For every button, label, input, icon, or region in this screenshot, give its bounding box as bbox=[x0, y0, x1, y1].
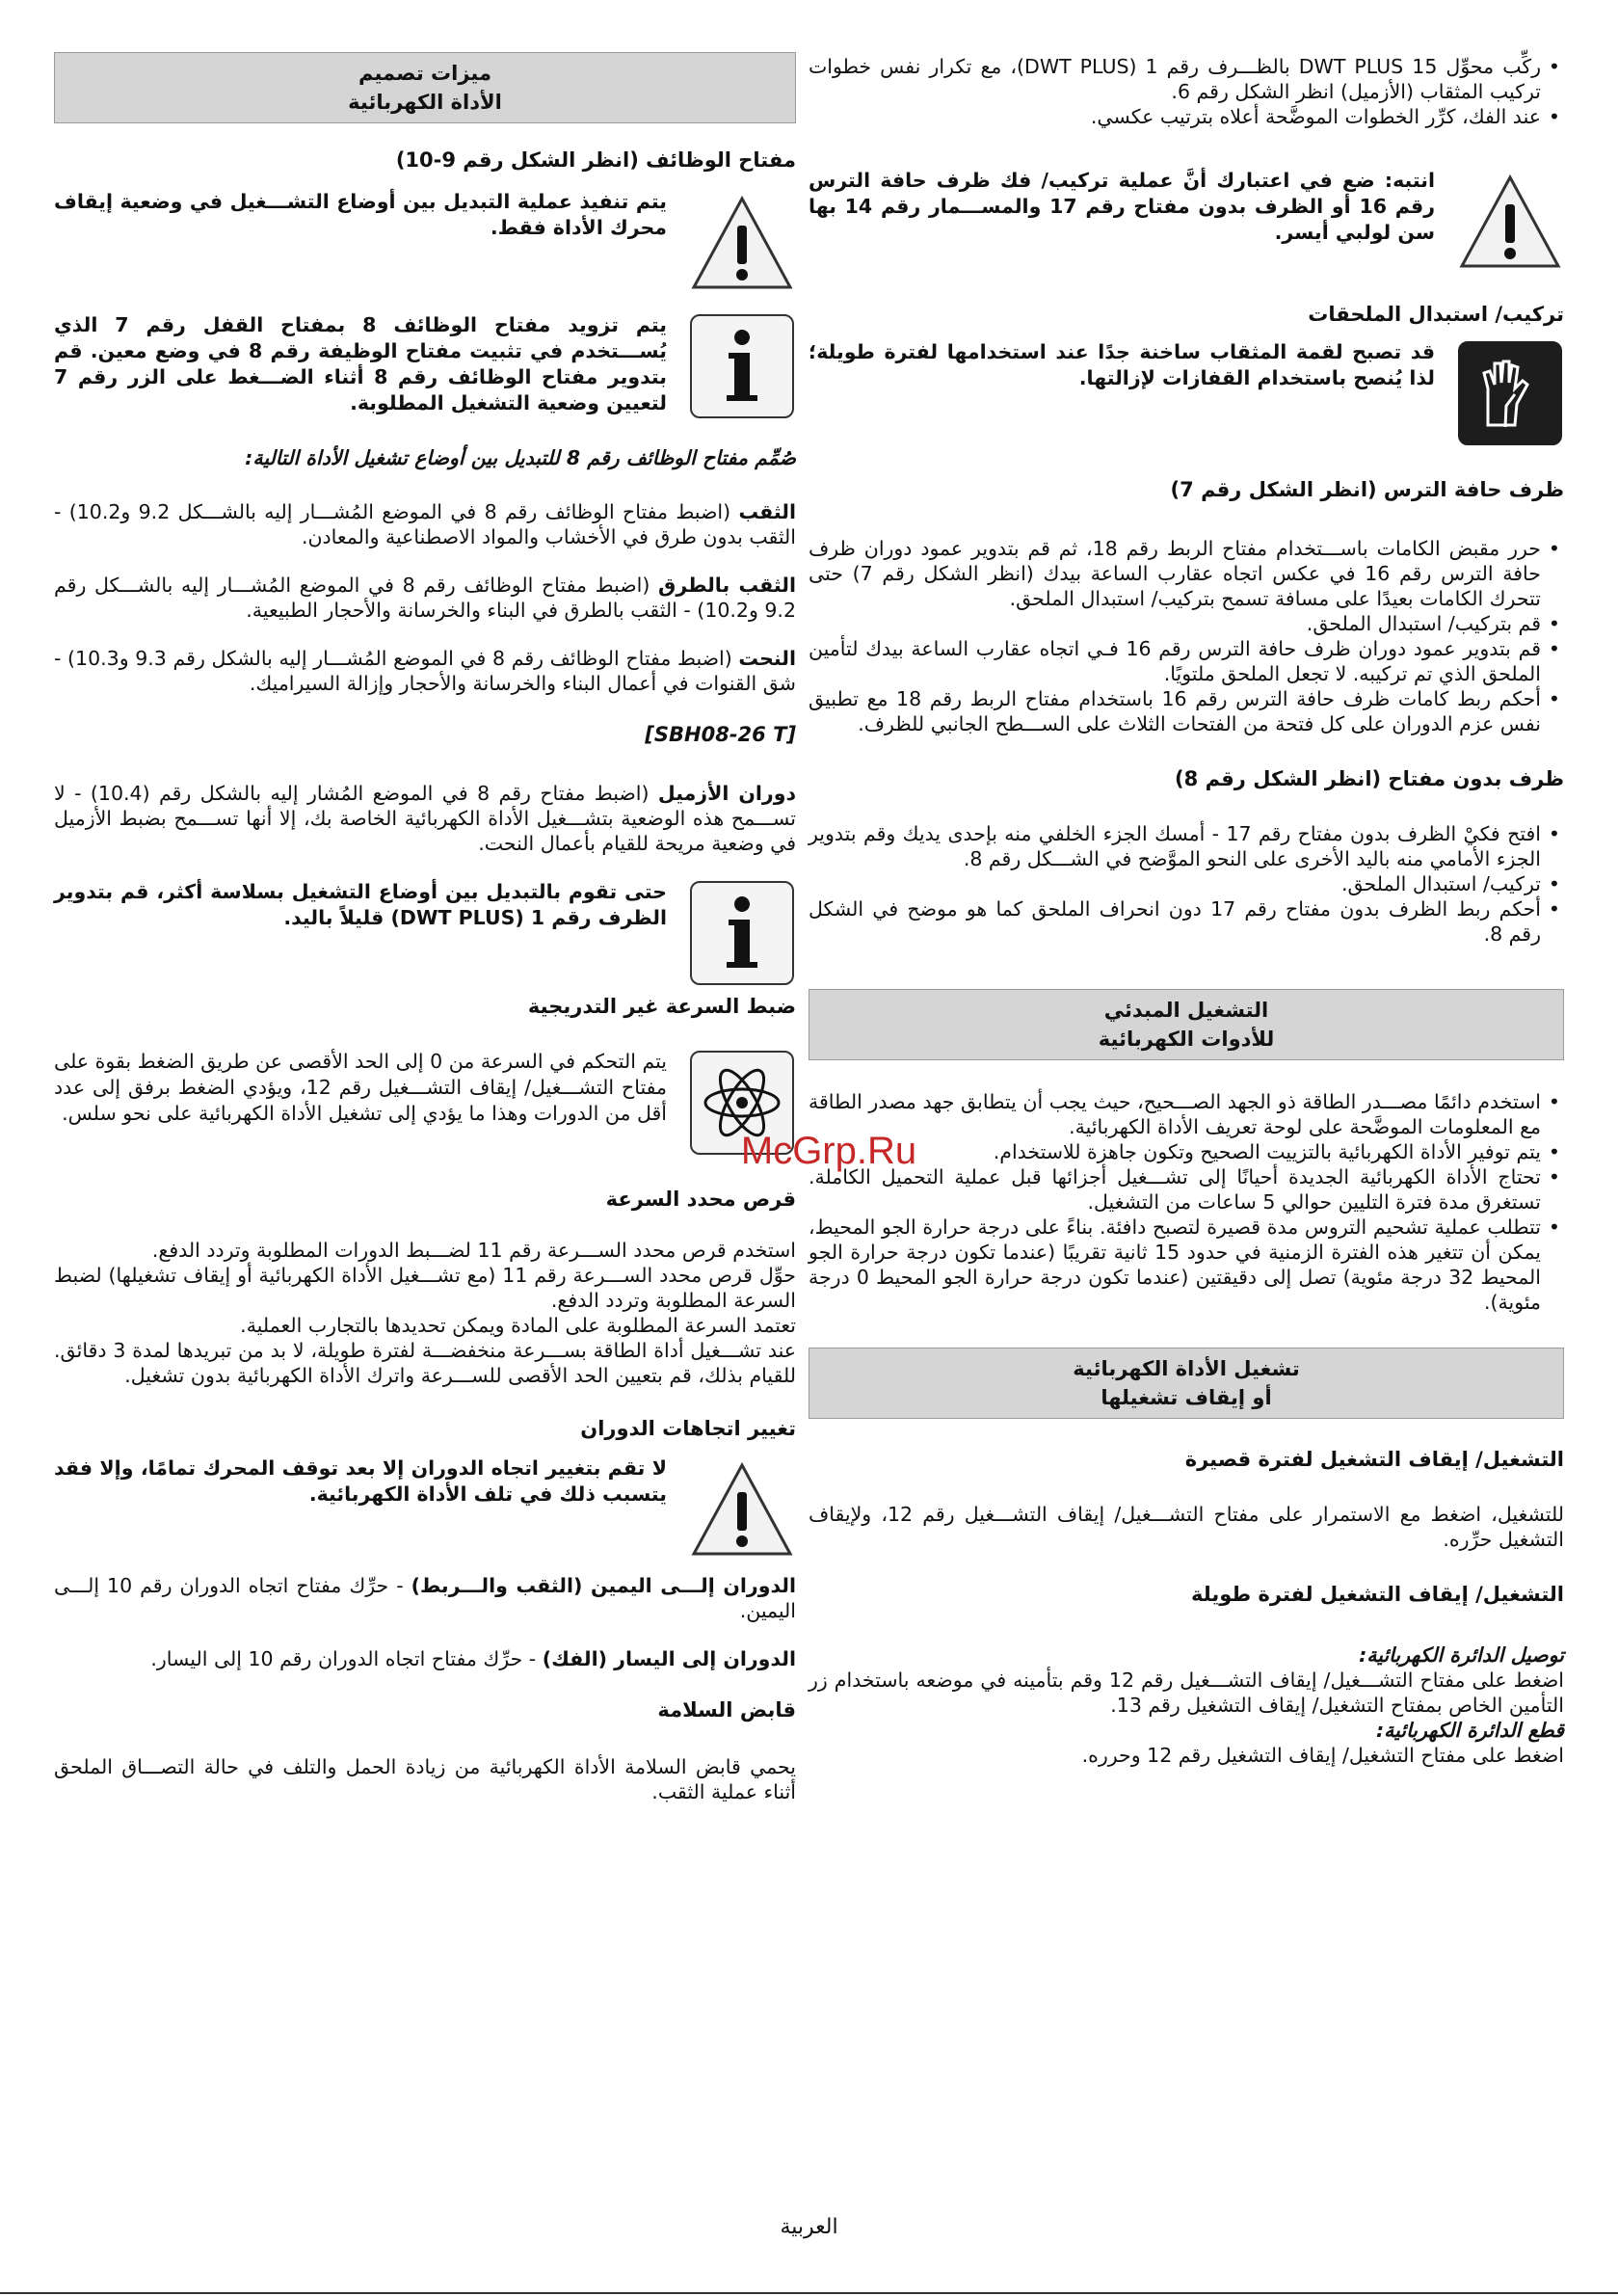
direction-heading: تغيير اتجاهات الدوران bbox=[580, 1417, 796, 1440]
speed-heading: ضبط السرعة غير التدريجية bbox=[527, 995, 796, 1018]
mode-term: الثقب bbox=[738, 500, 796, 523]
paragraph-line: تعتمد السرعة المطلوبة على المادة ويمكن تحديدها بالتجارب العملية. bbox=[240, 1314, 796, 1337]
mode-description: - حرِّك مفتاح اتجاه الدوران رقم 10 إلـــى اليمين. bbox=[54, 1574, 796, 1622]
speed-text: يتم التحكم في السرعة من 0 إلى الحد الأقصى عن طريق الضغط بقوة على مفتاح التشـــغيل/ إيقاف التشـــغيل رقم 12، ويؤدي الضغط برفق إلى عدد أقل من الدورات وهذا ما يؤدي إلى تشغيل الأداة الكهربائية على نحو سلس. bbox=[54, 1050, 668, 1125]
gloves-note bbox=[809, 339, 1564, 447]
warning-text: يتم تنفيذ عملية التبديل بين أوضاع التشـــغيل في وضعية إيقاف محرك الأداة فقط. bbox=[54, 190, 667, 239]
warning-text: انتبه: ضع في اعتبارك أنَّ عملية تركيب/ فك ظرف حافة الترس رقم 16 أو الظرف بدون مفتاح رقم 17 والمســـمار رقم 14 بها سن لولبي أيسر. bbox=[809, 169, 1436, 244]
operation-section-box bbox=[809, 1348, 1564, 1419]
mode-term: الثقب بالطرق bbox=[658, 574, 796, 597]
chisel-rotation bbox=[54, 781, 796, 856]
paragraph-line: حوِّل قرص محدد الســـرعة رقم 11 (مع تشـــغيل الأداة الكهربائية أو إيقاف تشغيلها) لضبط السرعة المطلوبة وتردد الدفع. bbox=[54, 1264, 796, 1312]
paragraph-line: استخدم قرص محدد الســـرعة رقم 11 لضـــبط الدورات المطلوبة وتردد الدفع. bbox=[151, 1239, 796, 1262]
list-item: • تتطلب عملية تشحيم التروس مدة قصيرة لتصبح دافئة. بناءً على درجة حرارة الجو المحيط، يمكن أن تتغير هذه الفترة الزمنية في حدود 15 ثانية تقريبًا (عندما تكون درجة حرارة الجو المحيط 32 درجة مئوية) تصل إلى دقيقتين (عندما تكون درجة حرارة الجو المحيط 0 درجة مئوية). bbox=[809, 1215, 1564, 1315]
warning-triangle-icon bbox=[688, 189, 796, 297]
list-item: • أحكم ربط كامات ظرف حافة الترس رقم 16 باستخدام مفتاح الربط رقم 18 مع تطبيق نفس عزم الدوران على كل فتحة من الفتحات الثلاث على الســـطح الجانبي للظرف. bbox=[809, 686, 1564, 736]
box-title-line: ميزات تصميم bbox=[358, 62, 491, 85]
info-note bbox=[54, 879, 796, 987]
warning-note bbox=[54, 1455, 796, 1563]
left-column bbox=[54, 50, 796, 1804]
mode-description: (اضبط مفتاح الوظائف رقم 8 في الموضع المُشـــار إليه بالشكل رقم 9.3 و10.3) - شق القنوات في أعمال البناء والخرسانة والأحجار وإزالة السيراميك. bbox=[54, 647, 796, 695]
info-icon bbox=[688, 879, 796, 987]
speed-limiter-text bbox=[54, 1238, 796, 1388]
gloves-icon bbox=[1456, 339, 1564, 447]
paragraph-line: عند تشـــغيل أداة الطاقة بســـرعة منخفضـــة لفترة طويلة، لا بد من تبريدها لمدة 3 دقائق. للقيام بذلك، قم بتعيين الحد الأقصى للســـرعة واترك الأداة الكهربائية بدون تشغيل. bbox=[54, 1339, 796, 1387]
mode-description: (اضبط مفتاح رقم 8 في الموضع المُشار إليه بالشكل رقم (10.4) - لا تســـمح هذه الوضعية بتشـــغيل الأداة الكهربائية الخاصة بك، إلا أنها تســـمح بضبط الأزميل في وضعية مريحة للقيام بأعمال النحت. bbox=[54, 782, 796, 855]
info-note bbox=[54, 312, 796, 420]
box-title-line: للأدوات الكهربائية bbox=[1098, 1028, 1275, 1051]
list-item: • أحكم ربط الظرف بدون مفتاح رقم 17 دون انحراف الملحق كما هو موضح في الشكل رقم 8. bbox=[809, 896, 1564, 947]
startup-section-box bbox=[809, 989, 1564, 1060]
list-item: • استخدم دائمًا مصـــدر الطاقة ذو الجهد الصـــحيح، حيث يجب أن يتطابق جهد مصدر الطاقة مع المعلومات الموضَّحة على لوحة تعريف الأداة الكهربائية. bbox=[809, 1089, 1564, 1139]
gear-chuck-heading: ظرف حافة الترس (انظر الشكل رقم 7) bbox=[1170, 478, 1564, 501]
rotation-right bbox=[54, 1573, 796, 1623]
modes-intro: صُمِّم مفتاح الوظائف رقم 8 للتبديل بين أوضاع تشغيل الأداة التالية: bbox=[245, 446, 796, 469]
startup-list bbox=[809, 1089, 1564, 1315]
rotation-left bbox=[54, 1646, 796, 1671]
info-icon bbox=[688, 312, 796, 420]
keyless-chuck-heading: ظرف بدون مفتاح (انظر الشكل رقم 8) bbox=[1175, 767, 1564, 790]
warning-text: لا تقم بتغيير اتجاه الدوران إلا بعد توقف المحرك تمامًا، وإلا فقد يتسبب ذلك في تلف الأداة الكهربائية. bbox=[54, 1456, 667, 1506]
mode-term: دوران الأزميل bbox=[657, 782, 796, 805]
connect-text: اضغط على مفتاح التشـــغيل/ إيقاف التشـــغيل رقم 12 وقم بتأمينه في موضعه باستخدام زر التأمين الخاص بمفتاح التشغيل/ إيقاف التشغيل رقم 13. bbox=[809, 1669, 1564, 1717]
intro-bullet: • ركِّب محوِّل DWT PLUS 15 بالظـــرف رقم 1 (DWT PLUS)، مع تكرار نفس خطوات تركيب المثقاب (الأزميل) انظر الشكل رقم 6. bbox=[809, 54, 1564, 104]
clutch-heading: قابض السلامة bbox=[657, 1698, 796, 1722]
warning-triangle-icon bbox=[1456, 168, 1564, 276]
clutch-text: يحمي قابض السلامة الأداة الكهربائية من زيادة الحمل والتلف في حالة التصـــاق الملحق أثناء عملية الثقب. bbox=[54, 1755, 796, 1803]
box-title-line: التشغيل المبدئي bbox=[1103, 999, 1269, 1022]
long-operation-heading: التشغيل/ إيقاف التشغيل لفترة طويلة bbox=[1191, 1583, 1564, 1606]
list-item: • افتح فكيْ الظرف بدون مفتاح رقم 17 - أمسك الجزء الخلفي منه بإحدى يديك وقم بتدوير الجزء الأمامي منه باليد الأخرى على النحو الموَّضح في الشـــكل رقم 8. bbox=[809, 821, 1564, 871]
speed-limiter-heading: قرص محدد السرعة bbox=[605, 1188, 796, 1211]
warning-note bbox=[809, 168, 1564, 276]
mode-term: النحت bbox=[738, 647, 796, 670]
mode-term: الدوران إلى اليسار (الفك) bbox=[542, 1647, 796, 1670]
list-item: • قم بتركيب/ استبدال الملحق. bbox=[809, 611, 1564, 636]
speed-note bbox=[54, 1049, 796, 1157]
list-item: • قم بتدوير عمود دوران ظرف حافة الترس رقم 16 فـي اتجاه عقارب الساعة بيدك لتأمين الملحق الذي تم تركيبه. لا تجعل الملحق ملتويًا. bbox=[809, 636, 1564, 686]
short-operation-heading: التشغيل/ إيقاف التشغيل لفترة قصيرة bbox=[1184, 1448, 1564, 1471]
disconnect-label: قطع الدائرة الكهربائية: bbox=[1375, 1719, 1564, 1742]
mode-drill bbox=[54, 499, 796, 549]
warning-note bbox=[54, 189, 796, 297]
disconnect-text: اضغط على مفتاح التشغيل/ إيقاف التشغيل رقم 12 وحرره. bbox=[1081, 1744, 1564, 1767]
list-item: • حرر مقبض الكامات باســـتخدام مفتاح الربط رقم 18، ثم قم بتدوير عمود دوران ظرف حافة الترس رقم 16 في عكس اتجاه عقارب الساعة بيدك (انظر الشكل رقم 7) حتى تتحرك الكامات بعيدًا على مسافة تسمح بتركيب/ استبدال الملحق. bbox=[809, 536, 1564, 611]
mode-description: - حرِّك مفتاح اتجاه الدوران رقم 10 إلى اليسار. bbox=[150, 1647, 543, 1670]
mode-chisel bbox=[54, 646, 796, 696]
page-footer-language: العربية bbox=[780, 2215, 838, 2239]
keyless-chuck-list bbox=[809, 821, 1564, 947]
info-text: حتى تقوم بالتبديل بين أوضاع التشغيل بسلاسة أكثر، قم بتدوير الظرف رقم 1 (DWT PLUS) قليلاً باليد. bbox=[54, 880, 667, 929]
warning-triangle-icon bbox=[688, 1455, 796, 1563]
mode-description: (اضبط مفتاح الوظائف رقم 8 في الموضع المُشـــار إليه بالشـــكل 9.2 و10.2) - الثقب بدون طرق في الأخشاب والمواد الاصطناعية والمعادن. bbox=[54, 500, 796, 548]
gloves-text: قد تصبح لقمة المثقاب ساخنة جدًا عند استخدامها لفترة طويلة؛ لذا يُنصح باستخدام القفازات لإزالتها. bbox=[809, 340, 1435, 389]
accessory-heading: تركيب/ استبدال الملحقات bbox=[1308, 303, 1564, 326]
mode-hammer-drill bbox=[54, 573, 796, 623]
model-heading bbox=[54, 721, 796, 748]
list-item: • يتم توفير الأداة الكهربائية بالتزييت الصحيح وتكون جاهزة للاستخدام. bbox=[809, 1139, 1564, 1164]
gear-chuck-list bbox=[809, 536, 1564, 736]
short-operation-text: للتشغيل، اضغط مع الاستمرار على مفتاح التشـــغيل/ إيقاف التشـــغيل رقم 12، ولإيقاف التشغيل حرِّره. bbox=[809, 1503, 1564, 1551]
box-title-line: أو إيقاف تشغيلها bbox=[1101, 1386, 1272, 1409]
mode-term: الدوران إلـــى اليمين (الثقب والـــربط) bbox=[411, 1574, 797, 1597]
list-item: • تحتاج الأداة الكهربائية الجديدة أحيانًا إلى تشـــغيل أجزائها قبل عملية التحميل الكاملة. تستغرق مدة فترة التليين حوالي 5 ساعات من التشغيل. bbox=[809, 1164, 1564, 1215]
bottom-divider bbox=[0, 2292, 1618, 2294]
intro-bullet: • عند الفك، كرِّر الخطوات الموضَّحة أعلاه بترتيب عكسي. bbox=[809, 104, 1564, 129]
function-switch-heading: مفتاح الوظائف (انظر الشكل رقم 9-10) bbox=[395, 148, 796, 172]
watermark: McGrp.Ru bbox=[740, 1130, 917, 1172]
mode-description: (اضبط مفتاح الوظائف رقم 8 في الموضع المُشـــار إليه بالشـــكل رقم 9.2 و10.2) - الثقب بالطرق في البناء والخرسانة والأحجار الطبيعية. bbox=[54, 574, 796, 622]
features-section-box bbox=[54, 52, 796, 123]
right-column bbox=[809, 50, 1564, 1768]
list-item: • تركيب/ استبدال الملحق. bbox=[809, 871, 1564, 896]
model-code: [SBH08-26 T] bbox=[645, 723, 796, 746]
info-text: يتم تزويد مفتاح الوظائف 8 بمفتاح القفل رقم 7 الذي يُســـتخدم في تثبيت مفتاح الوظيفة رقم 8 في وضع معين. قم بتدوير مفتاح الوظائف رقم 8 أثناء الضـــغط على الزر رقم 7 لتعيين وضعية التشغيل المطلوبة. bbox=[54, 313, 668, 414]
box-title-line: الأداة الكهربائية bbox=[348, 91, 502, 114]
connect-label: توصيل الدائرة الكهربائية: bbox=[1359, 1643, 1564, 1667]
box-title-line: تشغيل الأداة الكهربائية bbox=[1073, 1357, 1300, 1380]
